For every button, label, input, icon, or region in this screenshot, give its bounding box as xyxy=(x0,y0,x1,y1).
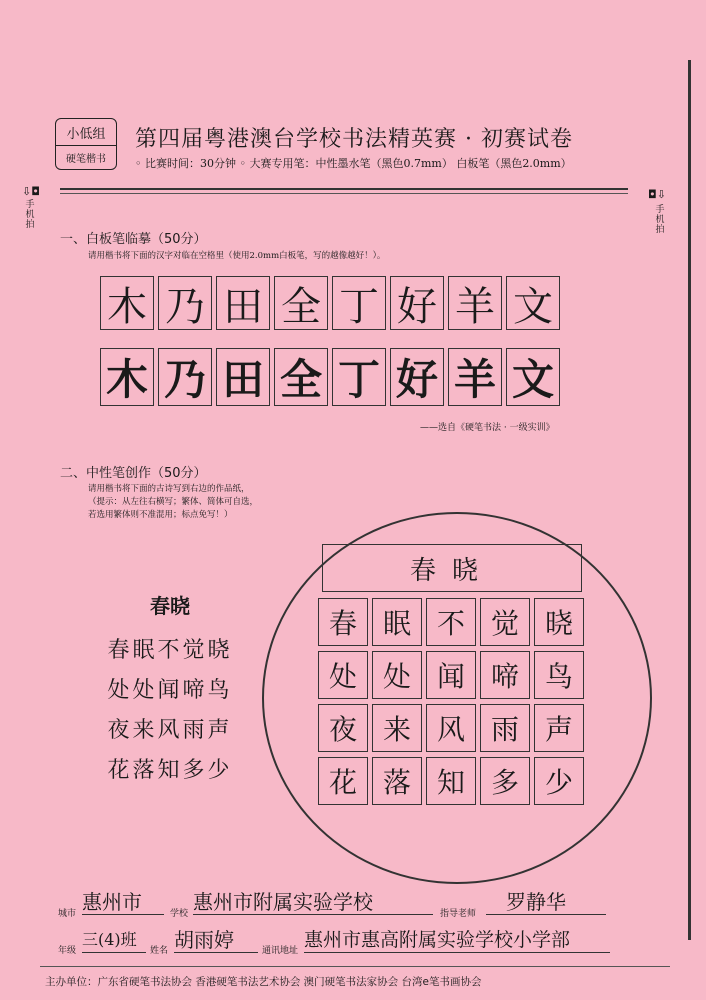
work-char-cell[interactable]: 雨 xyxy=(480,704,530,752)
model-char-cell: 田 xyxy=(216,276,270,330)
work-char-cell[interactable]: 处 xyxy=(318,651,368,699)
model-character-row xyxy=(100,276,564,330)
model-char-cell: 乃 xyxy=(158,276,212,330)
work-char-cell[interactable]: 多 xyxy=(480,757,530,805)
work-char-cell[interactable]: 知 xyxy=(426,757,476,805)
model-char-cell: 全 xyxy=(274,276,328,330)
work-char-cell[interactable]: 处 xyxy=(372,651,422,699)
model-char-cell: 木 xyxy=(100,276,154,330)
model-char-cell: 好 xyxy=(390,276,444,330)
work-char-cell[interactable]: 落 xyxy=(372,757,422,805)
exam-title: 第四届粤港澳台学校书法精英赛 · 初赛试卷 xyxy=(135,127,573,152)
section2-instruction-3: 若选用繁体则不准混用；标点免写！） xyxy=(88,510,233,520)
left-side-note: 手机拍 xyxy=(25,200,35,230)
header-rule xyxy=(60,188,628,190)
organizer-footer: 主办单位：广东省硬笔书法协会 香港硬笔书法艺术协会 澳门硬笔书法家协会 台湾e笔书画协会 xyxy=(45,976,482,988)
work-char-cell[interactable]: 夜 xyxy=(318,704,368,752)
badge-group: 小低组 xyxy=(56,119,116,146)
teacher-field[interactable]: 罗静华 xyxy=(486,890,606,915)
section2-heading: 二、中性笔创作（50分） xyxy=(60,466,207,481)
poem-line: 花落知多少 xyxy=(107,758,233,783)
school-label: 学校 xyxy=(170,909,189,919)
copy-char-cell[interactable]: 好 xyxy=(390,348,444,406)
copy-char-cell[interactable]: 文 xyxy=(506,348,560,406)
work-char-cell[interactable]: 啼 xyxy=(480,651,530,699)
work-char-cell[interactable]: 不 xyxy=(426,598,476,646)
poem-line: 夜来风雨声 xyxy=(107,718,233,743)
section1-heading: 一、白板笔临摹（50分） xyxy=(60,232,207,247)
name-field[interactable]: 胡雨婷 xyxy=(174,928,258,953)
group-badge xyxy=(55,118,117,170)
copy-character-row[interactable] xyxy=(100,348,564,406)
copy-char-cell[interactable]: 乃 xyxy=(158,348,212,406)
grade-label: 年级 xyxy=(58,946,77,956)
work-character-grid[interactable] xyxy=(318,598,588,810)
work-char-cell[interactable]: 晓 xyxy=(534,598,584,646)
poem-line: 春眠不觉晓 xyxy=(107,638,233,663)
work-char-cell[interactable]: 春 xyxy=(318,598,368,646)
work-char-cell[interactable]: 声 xyxy=(534,704,584,752)
model-char-cell: 文 xyxy=(506,276,560,330)
section2-instruction-2: （提示：从左往右横写；繁体、简体可自选， xyxy=(88,497,259,507)
name-label: 姓名 xyxy=(150,946,169,956)
city-label: 城市 xyxy=(58,909,77,919)
left-camera-icon: ⇩◘ xyxy=(22,185,40,198)
teacher-label: 指导老师 xyxy=(440,909,477,919)
grade-field[interactable]: 三(4)班 xyxy=(82,928,146,953)
copy-char-cell[interactable]: 羊 xyxy=(448,348,502,406)
exam-subtitle: ◦ 比赛时间：30分钟 ◦ 大赛专用笔：中性墨水笔（黑色0.7mm） 白板笔（黑色2.0mm） xyxy=(135,157,572,170)
header-rule-thin xyxy=(60,193,628,194)
right-side-note: 手机拍 xyxy=(655,205,665,235)
copy-char-cell[interactable]: 木 xyxy=(100,348,154,406)
work-char-cell[interactable]: 觉 xyxy=(480,598,530,646)
right-camera-icon: ◘⇩ xyxy=(648,188,666,201)
work-char-cell[interactable]: 花 xyxy=(318,757,368,805)
city-field[interactable]: 惠州市 xyxy=(82,890,164,915)
badge-category: 硬笔楷书 xyxy=(66,154,106,165)
school-field[interactable]: 惠州市附属实验学校 xyxy=(193,890,433,915)
work-char-cell[interactable]: 鸟 xyxy=(534,651,584,699)
footer-rule xyxy=(40,966,670,967)
source-note: ——选自《硬笔书法 · 一级实训》 xyxy=(420,423,555,433)
work-char-cell[interactable]: 闻 xyxy=(426,651,476,699)
work-title-box[interactable]: 春晓 xyxy=(322,544,582,592)
poem-source xyxy=(90,590,250,791)
work-char-cell[interactable]: 少 xyxy=(534,757,584,805)
address-label: 通讯地址 xyxy=(262,946,299,956)
section2-instruction-1: 请用楷书将下面的古诗写到右边的作品纸， xyxy=(88,484,250,494)
model-char-cell: 羊 xyxy=(448,276,502,330)
right-edge-line xyxy=(688,60,691,940)
work-char-cell[interactable]: 眠 xyxy=(372,598,422,646)
copy-char-cell[interactable]: 全 xyxy=(274,348,328,406)
poem-line: 处处闻啼鸟 xyxy=(107,678,233,703)
work-char-cell[interactable]: 风 xyxy=(426,704,476,752)
poem-title: 春晓 xyxy=(150,594,190,618)
work-char-cell[interactable]: 来 xyxy=(372,704,422,752)
model-char-cell: 丁 xyxy=(332,276,386,330)
address-field[interactable]: 惠州市惠高附属实验学校小学部 xyxy=(304,928,610,953)
section1-instruction: 请用楷书将下面的汉字对临在空格里（使用2.0mm白板笔，写的越像越好！）。 xyxy=(88,251,386,261)
copy-char-cell[interactable]: 田 xyxy=(216,348,270,406)
copy-char-cell[interactable]: 丁 xyxy=(332,348,386,406)
